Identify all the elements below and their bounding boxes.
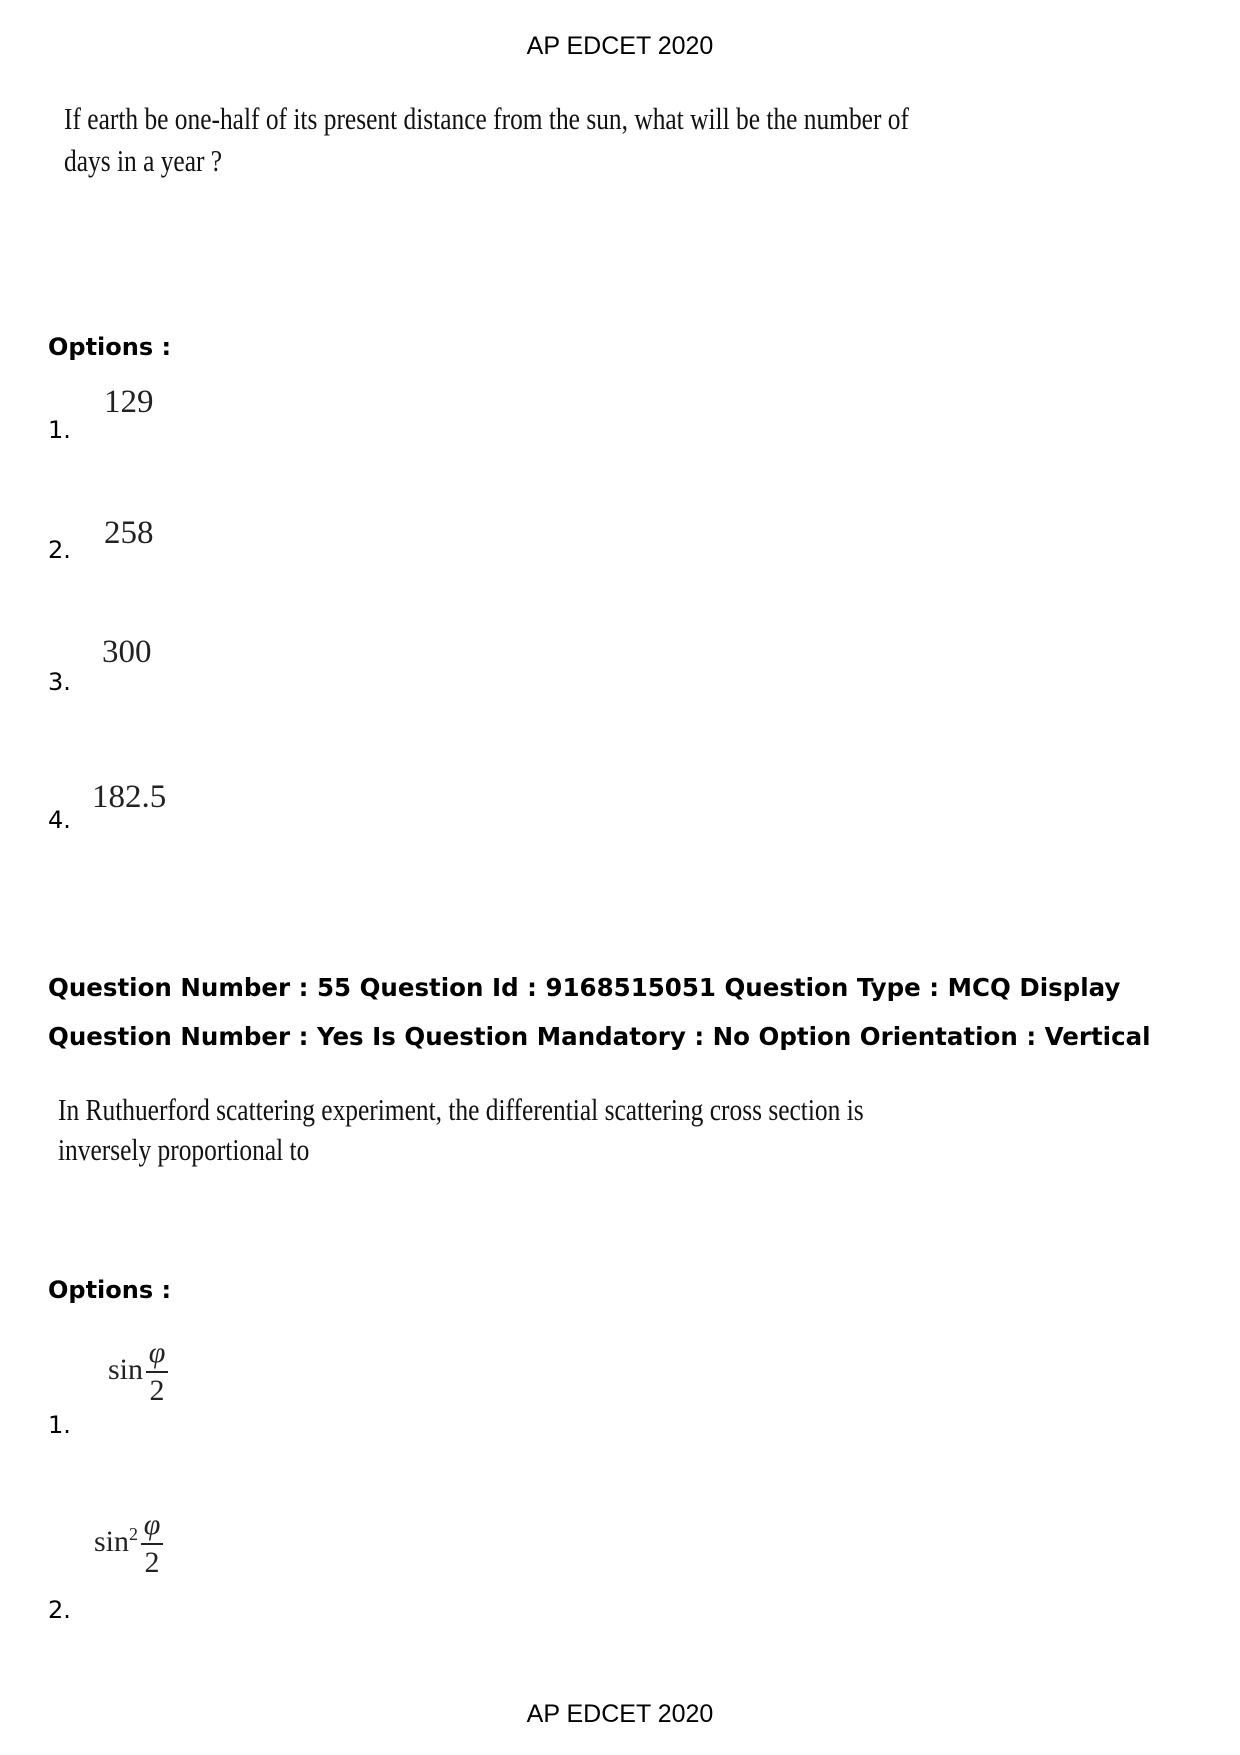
question-2-text	[58, 1090, 864, 1170]
page-footer: AP EDCET 2020	[526, 1700, 714, 1728]
options-label: Options :	[48, 333, 172, 361]
option-1-value[interactable]: 129	[104, 384, 154, 420]
formula-denominator: 2	[149, 1374, 165, 1407]
options-label-2: Options :	[48, 1276, 172, 1304]
question-metadata: Question Number : 55 Question Id : 9168515051 Question Type : MCQ Display Question Number : Yes Is Question Mandatory : No Option Orientation : Vertical	[48, 973, 1151, 1051]
formula-fraction	[141, 1508, 163, 1580]
question-1-line-2: days in a year ?	[64, 143, 223, 178]
option-2-number: 2.	[48, 536, 71, 564]
formula-func: sin	[108, 1352, 144, 1386]
option-2-1-formula[interactable]	[108, 1336, 168, 1408]
formula-fraction	[146, 1336, 168, 1408]
question-2-line-1: In Ruthuerford scattering experiment, the differential scattering cross section is	[58, 1092, 864, 1127]
page-header: AP EDCET 2020	[526, 32, 714, 60]
option-4-value[interactable]: 182.5	[92, 779, 167, 815]
formula-denominator: 2	[144, 1546, 160, 1579]
question-1-line-1: If earth be one-half of its present distance from the sun, what will be the number of	[64, 101, 909, 136]
option-4-number: 4.	[48, 806, 71, 834]
option-2-value[interactable]: 258	[104, 515, 154, 551]
formula-power: 2	[129, 1523, 139, 1544]
option-2-2-number: 2.	[48, 1596, 71, 1624]
option-2-1-number: 1.	[48, 1411, 71, 1439]
formula-func: sin	[94, 1524, 130, 1558]
option-3-number: 3.	[48, 668, 71, 696]
question-1-text	[64, 98, 909, 182]
option-1-number: 1.	[48, 416, 71, 444]
option-2-2-formula[interactable]	[94, 1508, 163, 1580]
option-3-value[interactable]: 300	[102, 634, 152, 670]
formula-numerator: φ	[143, 1508, 161, 1541]
question-2-line-2: inversely proportional to	[58, 1132, 310, 1167]
fraction-bar	[146, 1371, 168, 1373]
fraction-bar	[141, 1543, 163, 1545]
formula-numerator: φ	[148, 1336, 166, 1369]
